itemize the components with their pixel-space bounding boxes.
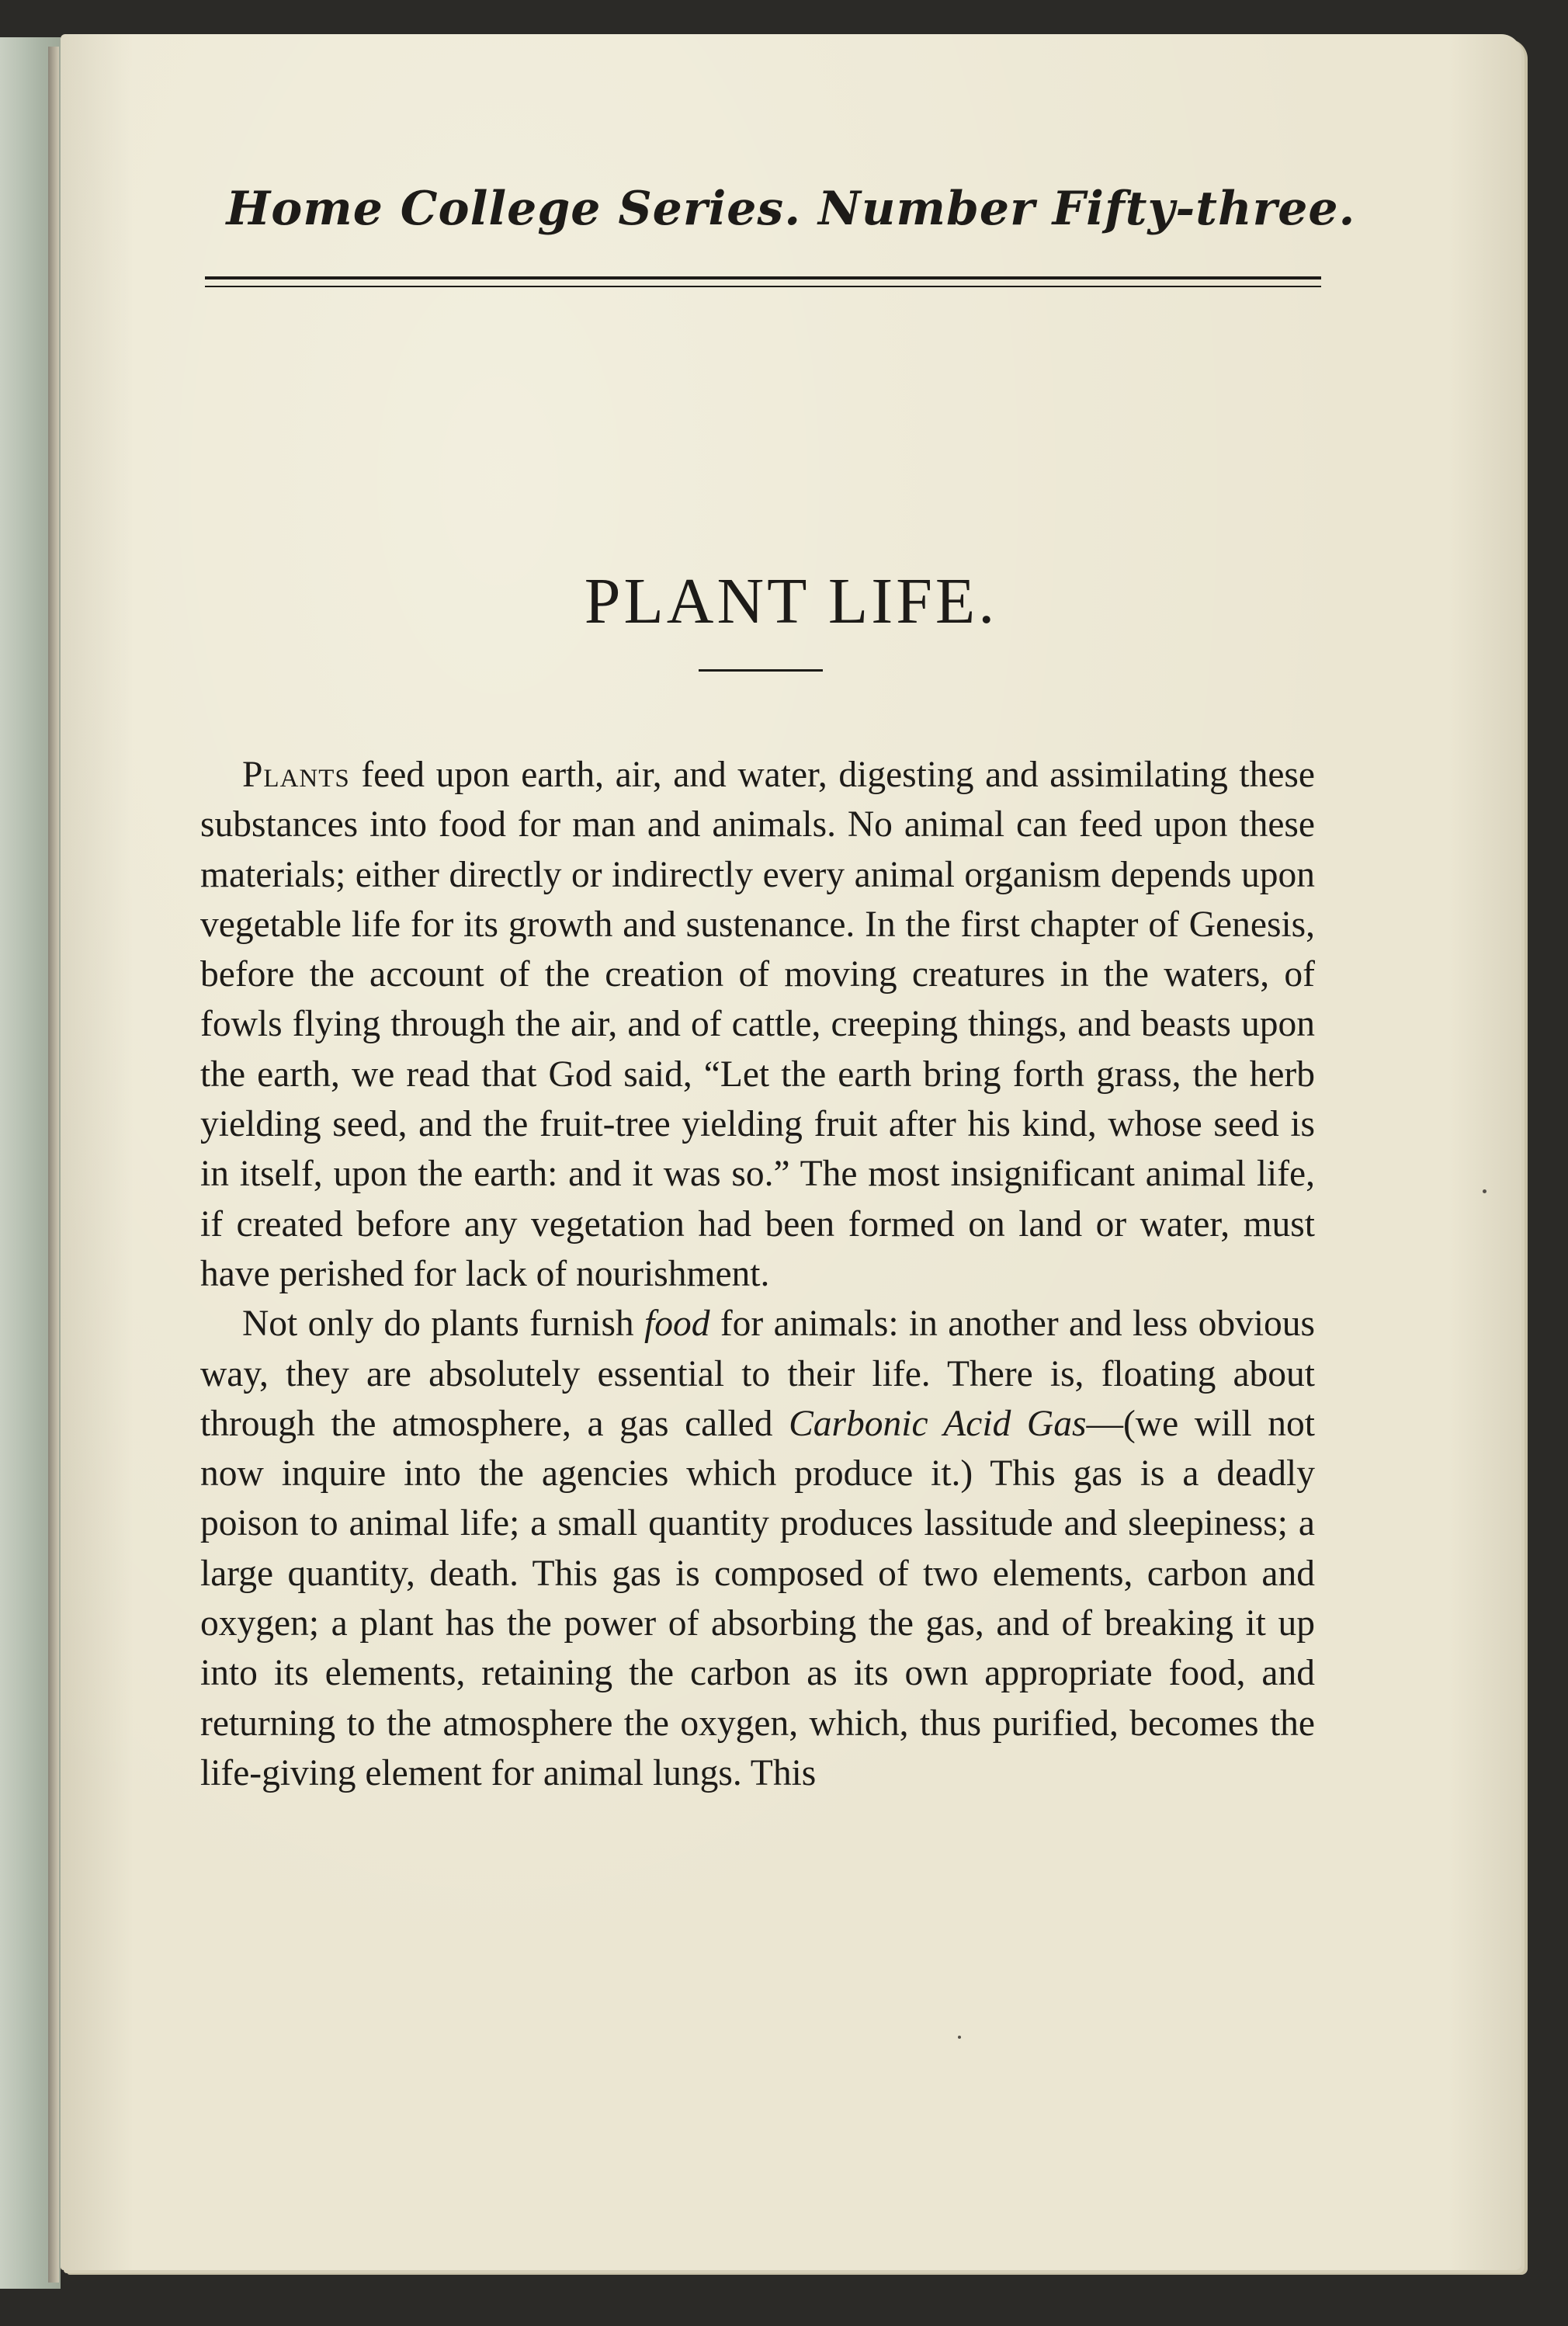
running-head-rule — [205, 276, 1321, 287]
italic-food: food — [644, 1304, 710, 1345]
book-page — [61, 34, 1521, 2270]
paragraph-2 — [200, 1299, 1315, 1798]
paper-speck — [958, 2036, 961, 2039]
paragraph-2-part-1: Not only do plants furnish — [242, 1304, 645, 1345]
lead-word: Plants — [242, 755, 350, 795]
running-head: Home College Series. Number Fifty-three. — [226, 182, 1356, 236]
paragraph-2-part-2: for animals: in another and less obvious way, they are absolutely essential to their life. There is, floating about through the atmosphere, a gas called — [200, 1304, 1316, 1444]
paragraph-2-part-3: —(we will not now inquire into the agencies which produce it.) This gas is a deadly poison to animal life; a small quantity produces lassitude and sleepiness; a large quantity, death. This gas is composed of two elements, carbon and oxygen; a plant has the power of absorbing the gas, and of breaking it up into its elements, retaining the carbon as its own appropriate food, and returning to the atmosphere the oxygen, which, thus purified, becomes the life-giving element for animal lungs. This — [200, 1403, 1316, 1793]
body-text — [200, 750, 1315, 1798]
title-rule — [699, 669, 823, 672]
paragraph-1 — [200, 750, 1315, 1299]
italic-carbonic-acid-gas: Carbonic Acid Gas — [789, 1403, 1087, 1444]
spine-edge — [48, 47, 59, 2283]
paper-speck — [1483, 1189, 1486, 1193]
paragraph-1-text: feed upon earth, air, and water, digesting and assimilating these substances into food for man and animals. No animal can feed upon these materials; either directly or indirectly every animal organism depends upon vegetable life for its growth and sustenance. In the first chapter of Genesis, before the account of the creation of moving creatures in the waters, of fowls flying through the air, and of cattle, creeping things, and beasts upon the earth, we read that God said, “Let the earth bring forth grass, the herb yielding seed, and the fruit-tree yielding fruit after his kind, whose seed is in itself, upon the earth: and it was so.” The most insignificant animal life, if created before any vegetation had been formed on land or water, must have perished for lack of nourishment. — [200, 755, 1315, 1294]
page-title: PLANT LIFE. — [584, 565, 998, 638]
